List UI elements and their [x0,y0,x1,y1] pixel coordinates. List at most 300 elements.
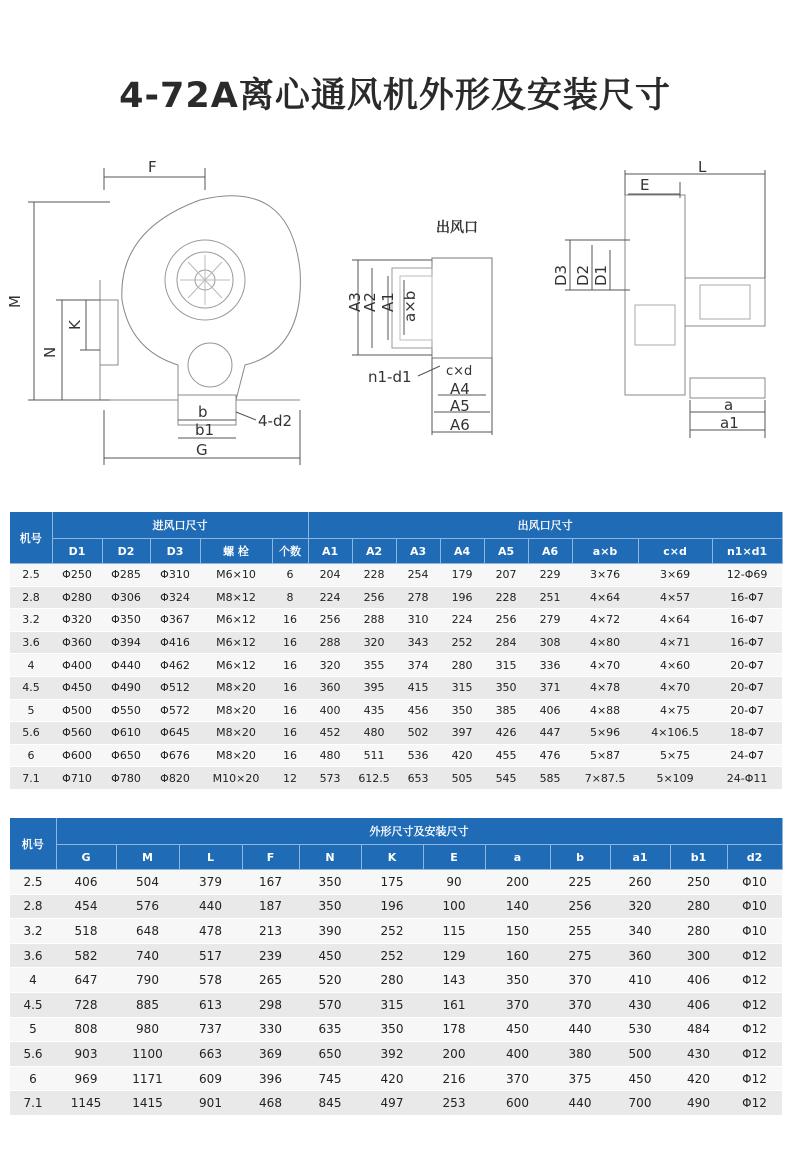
label-b1: b1 [195,421,215,439]
table-cell: 100 [423,894,485,919]
table-cell: 252 [361,943,423,968]
table-cell: 570 [299,992,361,1017]
table-cell: 1171 [116,1066,179,1091]
table-cell: 315 [361,992,423,1017]
table-cell: 161 [423,992,485,1017]
label-A2: A2 [361,292,379,312]
column-header: D3 [150,539,200,564]
table-cell: M8×12 [200,586,272,609]
table-cell: Φ550 [102,699,150,722]
table-cell: 400 [485,1042,550,1067]
table-cell: Φ440 [102,654,150,677]
table-cell: 224 [308,586,352,609]
column-header: n1×d1 [712,539,782,564]
table-row [10,722,782,745]
table-cell: M6×12 [200,631,272,654]
table-cell: 450 [610,1066,670,1091]
table-row [10,609,782,632]
table-cell: 256 [484,609,528,632]
table-cell: 200 [423,1042,485,1067]
table-row [10,968,782,993]
table-cell: 4×71 [638,631,712,654]
table-cell: 578 [179,968,242,993]
table-row [10,1042,782,1067]
label-N: N [41,346,59,358]
label-a1: a1 [720,414,739,432]
table-cell: 901 [179,1091,242,1116]
column-header: K [361,845,423,870]
table-cell: 504 [116,870,179,895]
table-cell: 613 [179,992,242,1017]
overall-size-header: 外形尺寸及安装尺寸 [56,818,782,845]
table-cell: 392 [361,1042,423,1067]
table-cell: 16 [272,722,308,745]
table-row [10,631,782,654]
table-cell: Φ306 [102,586,150,609]
machine-number-cell: 4.5 [10,676,52,699]
table-cell: Φ10 [727,870,782,895]
table-cell: 275 [550,943,610,968]
table-cell: 252 [440,631,484,654]
table-cell: 16-Φ7 [712,609,782,632]
table-cell: 228 [352,564,396,587]
table-cell: 20-Φ7 [712,654,782,677]
table-cell: 343 [396,631,440,654]
table-cell: 440 [550,1091,610,1116]
table-cell: 663 [179,1042,242,1067]
table-cell: Φ12 [727,943,782,968]
table-cell: 18-Φ7 [712,722,782,745]
outlet-size-header: 出风口尺寸 [308,512,782,539]
table-cell: 225 [550,870,610,895]
table-cell: 350 [299,870,361,895]
table-cell: Φ250 [52,564,102,587]
table-cell: 350 [299,894,361,919]
table-cell: Φ10 [727,919,782,944]
table-cell: 204 [308,564,352,587]
column-header: E [423,845,485,870]
table-cell: 406 [528,699,572,722]
label-L: L [698,158,707,176]
table-row [10,919,782,944]
table-cell: 360 [610,943,670,968]
table-cell: 380 [550,1042,610,1067]
table-cell: 355 [352,654,396,677]
table-cell: 251 [528,586,572,609]
fan-dimension-drawing [0,150,790,470]
table-cell: 16 [272,744,308,767]
table-cell: 239 [242,943,299,968]
table-cell: 320 [610,894,670,919]
table-cell: 4×60 [638,654,712,677]
table-row [10,564,782,587]
table-cell: 16 [272,699,308,722]
table-cell: Φ676 [150,744,200,767]
label-A1: A1 [379,292,397,312]
table-cell: 518 [56,919,116,944]
table-cell: Φ12 [727,1042,782,1067]
table-cell: 456 [396,699,440,722]
table-cell: 280 [670,894,727,919]
table-cell: 140 [485,894,550,919]
table-cell: 808 [56,1017,116,1042]
table-cell: 4×78 [572,676,638,699]
table-cell: 370 [485,992,550,1017]
table-cell: Φ324 [150,586,200,609]
table-cell: 454 [56,894,116,919]
table-cell: 490 [670,1091,727,1116]
table-cell: 1145 [56,1091,116,1116]
table-cell: 20-Φ7 [712,676,782,699]
table-cell: 256 [550,894,610,919]
table-cell: Φ512 [150,676,200,699]
table-cell: 370 [485,1066,550,1091]
table-cell: 440 [550,1017,610,1042]
table-cell: 430 [610,992,670,1017]
machine-number-cell: 7.1 [10,767,52,790]
machine-number-header: 机号 [10,512,52,564]
label-G: G [196,441,208,459]
column-header: a [485,845,550,870]
table-cell: 647 [56,968,116,993]
table-cell: 254 [396,564,440,587]
table-cell: 609 [179,1066,242,1091]
table-cell: 310 [396,609,440,632]
table-cell: Φ820 [150,767,200,790]
inlet-outlet-dimension-table [10,512,783,790]
table-cell: M8×20 [200,722,272,745]
table-cell: Φ450 [52,676,102,699]
table-cell: 737 [179,1017,242,1042]
table-cell: M6×12 [200,654,272,677]
table-cell: 406 [56,870,116,895]
table-cell: 435 [352,699,396,722]
machine-number-cell: 5.6 [10,722,52,745]
column-header: A5 [484,539,528,564]
table-cell: 450 [299,943,361,968]
table-row [10,744,782,767]
table-cell: 260 [610,870,670,895]
table-cell: Φ12 [727,1017,782,1042]
table-row [10,1091,782,1116]
table-cell: 5×87 [572,744,638,767]
table-cell: 4×72 [572,609,638,632]
column-header: b [550,845,610,870]
table-cell: 511 [352,744,396,767]
table-cell: 16-Φ7 [712,586,782,609]
table-cell: 16 [272,654,308,677]
table-cell: Φ367 [150,609,200,632]
table-cell: 430 [670,1042,727,1067]
machine-number-cell: 4.5 [10,992,56,1017]
table-cell: 369 [242,1042,299,1067]
table-cell: Φ394 [102,631,150,654]
table-cell: 7×87.5 [572,767,638,790]
table-cell: 400 [308,699,352,722]
table-cell: 12 [272,767,308,790]
table-cell: 371 [528,676,572,699]
table-cell: 969 [56,1066,116,1091]
table-cell: 200 [485,870,550,895]
table-cell: 284 [484,631,528,654]
table-cell: Φ280 [52,586,102,609]
label-D1: D1 [592,264,610,286]
table-cell: Φ12 [727,1091,782,1116]
table-cell: 585 [528,767,572,790]
machine-number-cell: 5 [10,699,52,722]
table-cell: 4×64 [572,586,638,609]
fan-side-view [565,170,765,438]
table-cell: 279 [528,609,572,632]
table-cell: 4×88 [572,699,638,722]
label-a: a [724,396,734,414]
table-cell: 420 [440,744,484,767]
table-cell: 530 [610,1017,670,1042]
table-cell: 653 [396,767,440,790]
table-cell: Φ560 [52,722,102,745]
table-cell: 350 [440,699,484,722]
table-cell: 256 [308,609,352,632]
machine-number-cell: 3.6 [10,943,56,968]
table-cell: Φ310 [150,564,200,587]
table-cell: 395 [352,676,396,699]
table-cell: 350 [484,676,528,699]
table-cell: 745 [299,1066,361,1091]
table-cell: 255 [550,919,610,944]
table-cell: 370 [550,992,610,1017]
table-cell: 468 [242,1091,299,1116]
table-cell: 4×75 [638,699,712,722]
table-cell: 252 [361,919,423,944]
table-cell: Φ710 [52,767,102,790]
table-cell: 410 [610,968,670,993]
table-cell: 505 [440,767,484,790]
machine-number-cell: 5.6 [10,1042,56,1067]
label-E: E [640,176,650,194]
table-cell: Φ645 [150,722,200,745]
label-n1-d1: n1-d1 [368,368,412,386]
table-cell: 545 [484,767,528,790]
table-cell: 143 [423,968,485,993]
table-row [10,992,782,1017]
machine-number-cell: 2.8 [10,586,52,609]
table-cell: 280 [361,968,423,993]
table-cell: 16 [272,609,308,632]
table-cell: Φ500 [52,699,102,722]
table-cell: 5×109 [638,767,712,790]
table-cell: 16 [272,676,308,699]
column-header: G [56,845,116,870]
column-header: L [179,845,242,870]
table-cell: Φ350 [102,609,150,632]
outlet-view [352,258,492,435]
label-K: K [66,320,84,330]
table-cell: 576 [116,894,179,919]
label-cxd: c×d [446,364,473,379]
table-row [10,1066,782,1091]
label-A3: A3 [346,292,364,312]
table-cell: 350 [361,1017,423,1042]
table-cell: 320 [308,654,352,677]
table-row [10,676,782,699]
machine-number-cell: 4 [10,654,52,677]
table-cell: 196 [361,894,423,919]
machine-number-cell: 3.6 [10,631,52,654]
table-cell: 370 [550,968,610,993]
table-cell: 447 [528,722,572,745]
table-cell: 980 [116,1017,179,1042]
table-cell: 360 [308,676,352,699]
table-cell: 207 [484,564,528,587]
table-cell: Φ490 [102,676,150,699]
table-cell: 253 [423,1091,485,1116]
table-cell: 790 [116,968,179,993]
table-cell: 129 [423,943,485,968]
table-cell: 1100 [116,1042,179,1067]
table-cell: 520 [299,968,361,993]
table-cell: 224 [440,609,484,632]
table-cell: M6×10 [200,564,272,587]
table-cell: Φ10 [727,894,782,919]
table-cell: 265 [242,968,299,993]
table-cell: 280 [670,919,727,944]
column-header: A4 [440,539,484,564]
table-cell: 885 [116,992,179,1017]
table-cell: 213 [242,919,299,944]
column-header: a1 [610,845,670,870]
table-cell: 300 [670,943,727,968]
table-cell: Φ572 [150,699,200,722]
table-cell: 420 [361,1066,423,1091]
machine-number-cell: 3.2 [10,919,56,944]
table-cell: M8×20 [200,744,272,767]
column-header: c×d [638,539,712,564]
table-cell: 420 [670,1066,727,1091]
table-cell: 3×69 [638,564,712,587]
table-row [10,699,782,722]
table-cell: 196 [440,586,484,609]
column-header: a×b [572,539,638,564]
column-header: d2 [727,845,782,870]
overall-installation-dimension-table [10,818,783,1116]
table-cell: 700 [610,1091,670,1116]
label-A5: A5 [450,397,470,415]
table-cell: 288 [352,609,396,632]
table-cell: Φ285 [102,564,150,587]
table-cell: 582 [56,943,116,968]
table-cell: 288 [308,631,352,654]
table-cell: 375 [550,1066,610,1091]
table-cell: 406 [670,968,727,993]
table-cell: 450 [485,1017,550,1042]
table-cell: 4×57 [638,586,712,609]
column-header: 个数 [272,539,308,564]
table-cell: 452 [308,722,352,745]
table-cell: 406 [670,992,727,1017]
table-cell: 612.5 [352,767,396,790]
column-header: A3 [396,539,440,564]
table-cell: 20-Φ7 [712,699,782,722]
table-cell: 480 [308,744,352,767]
table-cell: 415 [396,676,440,699]
label-axb: a×b [401,290,419,322]
machine-number-cell: 6 [10,744,52,767]
table-cell: 8 [272,586,308,609]
inlet-size-header: 进风口尺寸 [52,512,308,539]
table-cell: 330 [242,1017,299,1042]
table-cell: Φ650 [102,744,150,767]
machine-number-header: 机号 [10,818,56,870]
machine-number-cell: 2.5 [10,870,56,895]
table-cell: 650 [299,1042,361,1067]
table-row [10,767,782,790]
table-cell: 24-Φ11 [712,767,782,790]
table-cell: M10×20 [200,767,272,790]
table-cell: M8×20 [200,699,272,722]
table-cell: M8×20 [200,676,272,699]
table-cell: 340 [610,919,670,944]
table-cell: 175 [361,870,423,895]
table-cell: 160 [485,943,550,968]
machine-number-cell: 2.5 [10,564,52,587]
label-M: M [6,295,24,308]
table-cell: 6 [272,564,308,587]
table-cell: 497 [361,1091,423,1116]
label-b: b [198,403,208,421]
table-cell: 517 [179,943,242,968]
table-cell: 320 [352,631,396,654]
column-header: A2 [352,539,396,564]
table-cell: 12-Φ69 [712,564,782,587]
table-cell: Φ400 [52,654,102,677]
machine-number-cell: 3.2 [10,609,52,632]
table-cell: 440 [179,894,242,919]
table-cell: 500 [610,1042,670,1067]
label-D3: D3 [552,264,570,286]
table-cell: 573 [308,767,352,790]
column-header: D1 [52,539,102,564]
table-cell: 426 [484,722,528,745]
machine-number-cell: 2.8 [10,894,56,919]
label-D2: D2 [574,264,592,286]
label-4-d2: 4-d2 [258,412,293,430]
table-cell: Φ12 [727,968,782,993]
table-cell: Φ416 [150,631,200,654]
table-cell: 228 [484,586,528,609]
label-A6: A6 [450,416,470,434]
column-header: A1 [308,539,352,564]
table-cell: 740 [116,943,179,968]
table-cell: 635 [299,1017,361,1042]
table-cell: Φ610 [102,722,150,745]
table-cell: 478 [179,919,242,944]
table-cell: 484 [670,1017,727,1042]
table-row [10,943,782,968]
machine-number-cell: 7.1 [10,1091,56,1116]
column-header: M [116,845,179,870]
table-cell: 16 [272,631,308,654]
table-cell: 179 [440,564,484,587]
label-A4: A4 [450,380,470,398]
table-cell: 374 [396,654,440,677]
table-cell: 256 [352,586,396,609]
table-cell: 250 [670,870,727,895]
page-title: 4-72A离心通风机外形及安装尺寸 [119,76,671,116]
column-header: D2 [102,539,150,564]
machine-number-cell: 4 [10,968,56,993]
machine-number-cell: 6 [10,1066,56,1091]
column-header: 螺 栓 [200,539,272,564]
